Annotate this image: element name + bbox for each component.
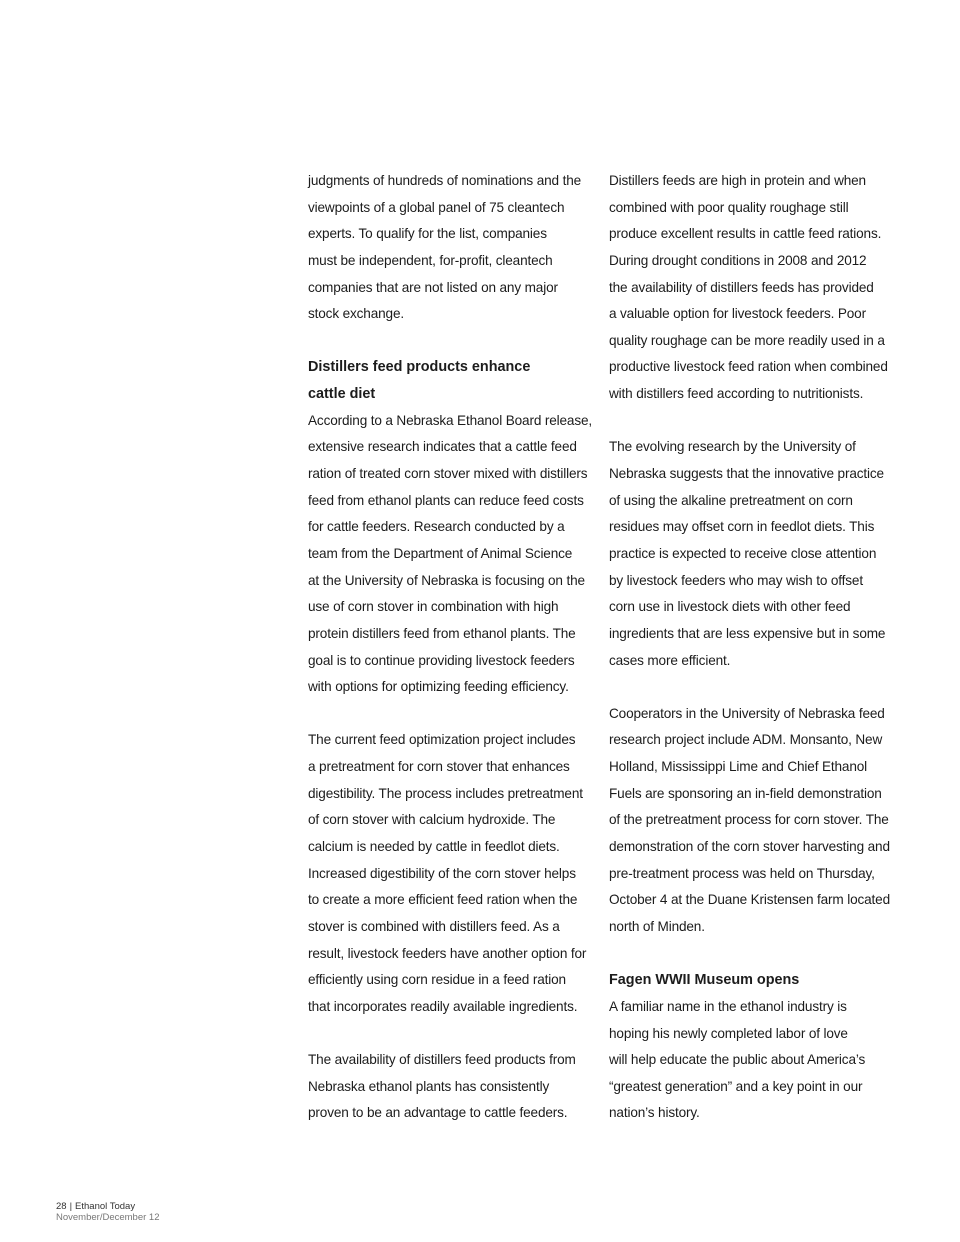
paragraph-cooperators — [609, 701, 899, 941]
text-line: judgments of hundreds of nominations and the — [308, 173, 582, 188]
text-line: to create a more efficient feed ration when the — [308, 892, 578, 908]
text-line: by livestock feeders who may wish to offset — [609, 572, 863, 588]
text-line: ration of treated corn stover mixed with distillers — [308, 466, 588, 482]
article-column-left — [308, 168, 593, 1127]
text-line: goal is to continue providing livestock feeders — [308, 652, 575, 668]
text-line: that incorporates readily available ingredients. — [308, 998, 578, 1014]
text-line: According to a Nebraska Ethanol Board release, — [308, 412, 593, 428]
paragraph-spacer — [308, 1021, 588, 1048]
text-line: team from the Department of Animal Science — [308, 545, 573, 561]
text-line: residues may offset corn in feedlot diets. This — [609, 519, 875, 535]
text-line: north of Minden. — [609, 918, 705, 934]
text-line: Fuels are sponsoring an in-field demonstration — [609, 785, 882, 801]
text-line: produce excellent results in cattle feed rations. — [609, 226, 882, 242]
text-line: experts. To qualify for the list, companies — [308, 226, 547, 242]
text-line: Distillers feeds are high in protein and when — [609, 173, 866, 188]
text-line: combined with poor quality roughage still — [609, 199, 849, 215]
text-line: will help educate the public about America’s — [609, 1052, 866, 1068]
text-line: Increased digestibility of the corn stover helps — [308, 865, 576, 881]
text-line: Holland, Mississippi Lime and Chief Ethanol — [609, 759, 868, 775]
paragraph-fagen-museum — [609, 994, 899, 1127]
text-line: with distillers feed according to nutritionists. — [609, 386, 864, 402]
text-line: practice is expected to receive close attention — [609, 545, 877, 561]
text-line: stock exchange. — [308, 306, 404, 322]
footer-separator: | — [69, 1201, 73, 1212]
text-line: The current feed optimization project includes — [308, 732, 576, 748]
article-column-right — [609, 168, 899, 1127]
footer-publication-line — [56, 1201, 160, 1212]
text-line: at the University of Nebraska is focusing on the — [308, 572, 585, 588]
text-line: During drought conditions in 2008 and 2012 — [609, 252, 867, 268]
text-line: cases more efficient. — [609, 652, 731, 668]
text-line: must be independent, for-profit, cleantech — [308, 252, 553, 268]
text-line: of using the alkaline pretreatment on corn — [609, 492, 853, 508]
issue-date: November/December 12 — [56, 1212, 160, 1223]
paragraph-availability — [308, 1047, 588, 1127]
text-line: Cooperators in the University of Nebraska feed — [609, 705, 885, 721]
paragraph-spacer — [609, 674, 899, 701]
text-line: ingredients that are less expensive but in some — [609, 625, 886, 641]
section-heading-fagen-museum: Fagen WWII Museum opens — [609, 972, 800, 989]
paragraph-spacer — [609, 408, 899, 435]
text-line: the availability of distillers feeds has provided — [609, 279, 874, 295]
paragraph-evolving-research — [609, 434, 899, 674]
text-line: October 4 at the Duane Kristensen farm located — [609, 892, 890, 908]
paragraph-spacer — [308, 701, 588, 728]
text-line: productive livestock feed ration when combined — [609, 359, 888, 375]
text-line: viewpoints of a global panel of 75 cleantech — [308, 199, 565, 215]
text-line: with options for optimizing feeding efficiency. — [308, 679, 569, 695]
text-line: pre-treatment process was held on Thursday, — [609, 865, 875, 881]
text-line: a pretreatment for corn stover that enhances — [308, 759, 570, 775]
text-line: The evolving research by the University of — [609, 439, 856, 455]
text-line: companies that are not listed on any major — [308, 279, 558, 295]
text-line: quality roughage can be more readily used in a — [609, 332, 885, 348]
paragraph-nominations — [308, 168, 588, 328]
text-line: extensive research indicates that a cattle feed — [308, 439, 577, 455]
publication-name: Ethanol Today — [75, 1201, 136, 1212]
text-line: A familiar name in the ethanol industry is — [609, 998, 847, 1014]
text-line: nation’s history. — [609, 1105, 700, 1121]
paragraph-spacer — [609, 941, 899, 968]
page-footer — [56, 1201, 160, 1223]
paragraph-spacer — [308, 328, 588, 355]
paragraph-feed-optimization — [308, 727, 588, 1020]
text-line: demonstration of the corn stover harvesting and — [609, 839, 890, 855]
text-line: digestibility. The process includes pretreatment — [308, 785, 583, 801]
text-line: hoping his newly completed labor of love — [609, 1025, 848, 1041]
text-line: research project include ADM. Monsanto, New — [609, 732, 883, 748]
page-number: 28 — [56, 1201, 67, 1212]
text-line: “greatest generation” and a key point in our — [609, 1078, 863, 1094]
text-line: corn use in livestock diets with other feed — [609, 599, 851, 615]
text-line: stover is combined with distillers feed. As a — [308, 918, 560, 934]
text-line: efficiently using corn residue in a feed ration — [308, 972, 566, 988]
text-line: result, livestock feeders have another option for — [308, 945, 587, 961]
text-line: Nebraska suggests that the innovative practice — [609, 466, 884, 482]
text-line: Nebraska ethanol plants has consistently — [308, 1078, 550, 1094]
text-line: protein distillers feed from ethanol plants. The — [308, 625, 576, 641]
text-line: use of corn stover in combination with high — [308, 599, 559, 615]
text-line: a valuable option for livestock feeders. Poor — [609, 306, 866, 322]
text-line: of the pretreatment process for corn stover. The — [609, 812, 889, 828]
text-line: of corn stover with calcium hydroxide. The — [308, 812, 556, 828]
heading-line: Distillers feed products enhance — [308, 359, 531, 376]
section-heading-distillers-feed — [308, 354, 588, 407]
text-line: for cattle feeders. Research conducted by a — [308, 519, 565, 535]
text-line: feed from ethanol plants can reduce feed costs — [308, 492, 584, 508]
text-line: proven to be an advantage to cattle feeders. — [308, 1105, 568, 1121]
text-line: calcium is needed by cattle in feedlot diets. — [308, 839, 560, 855]
paragraph-distillers-protein — [609, 168, 899, 408]
text-line: The availability of distillers feed products from — [308, 1052, 576, 1068]
paragraph-nebraska-release — [308, 408, 593, 701]
heading-line: cattle diet — [308, 386, 376, 403]
